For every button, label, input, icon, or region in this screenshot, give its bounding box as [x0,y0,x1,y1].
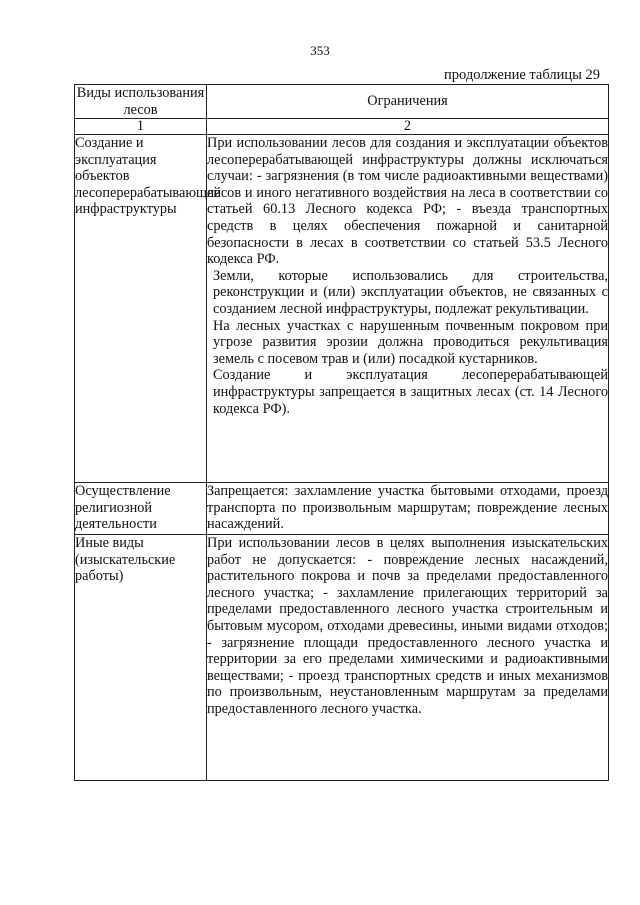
restriction-paragraph: При использовании лесов для создания и эксплуатации объектов лесоперерабатывающей инфраструктуры должны исключаться случаи: - загрязнения (в том числе радиоактивными веществами) лесов и иного негативного воздействия на леса в соответствии со статьей 60.13 Лесного кодекса РФ; - въезда транспортных средств в целях обеспечения пожарной и санитарной безопасности в лесах в соответствии со статьей 53.5 Лесного кодекса РФ. [207,135,608,268]
page-number: 353 [310,43,330,58]
column-number-2: 2 [207,119,609,135]
restriction-paragraph: Создание и эксплуатация лесоперерабатывающей инфраструктуры запрещается в защитных лесах (ст. 14 Лесного кодекса РФ). [213,367,608,417]
forest-use-type: Создание и эксплуатация объектов лесоперерабатывающей инфраструктуры [75,135,207,483]
restriction-paragraph: На лесных участках с нарушенным почвенным покровом при угрозе развития эрозии должна проводиться рекультивация земель с посевом трав и (или) посадкой кустарников. [213,317,608,367]
restrictions-cell [207,535,609,781]
restriction-paragraph: Земли, которые использовались для строительства, реконструкции и (или) эксплуатации объектов, не связанных с созданием лесной инфраструктуры, подлежат рекультивации. [213,267,608,317]
table-caption: продолжение таблицы 29 [444,67,600,83]
restriction-paragraph: При использовании лесов в целях выполнения изыскательских работ не допускается: - повреждение лесных насаждений, растительного покрова и почв за пределами предоставленного лесного участка; - захламление прилегающих территорий за пределами предоставленного лесного участка строительным и бытовым мусором, отходами древесины, иными видами отходов; - загрязнение площади предоставленного лесного участка и территории за его пределами химическими и радиоактивными веществами; - проезд транспортных средств и иных механизмов по произвольным, неустановленным маршрутам за пределами предоставленного лесного участка. [207,535,608,717]
restrictions-table [74,84,609,781]
header-restrictions: Ограничения [207,85,609,119]
restrictions-cell [207,135,609,483]
header-forest-use-types: Виды использования лесов [75,85,207,119]
restriction-paragraph: Запрещается: захламление участка бытовыми отходами, проезд транспорта по произвольным маршрутам; повреждение лесных насаждений. [207,483,608,533]
table-row [75,483,609,535]
table-row [75,135,609,483]
forest-use-type: Иные виды (изыскательские работы) [75,535,207,781]
forest-use-type: Осуществление религиозной деятельности [75,483,207,535]
column-number-row [75,119,609,135]
column-number-1: 1 [75,119,207,135]
header-row [75,85,609,119]
table-row [75,535,609,781]
restrictions-cell [207,483,609,535]
